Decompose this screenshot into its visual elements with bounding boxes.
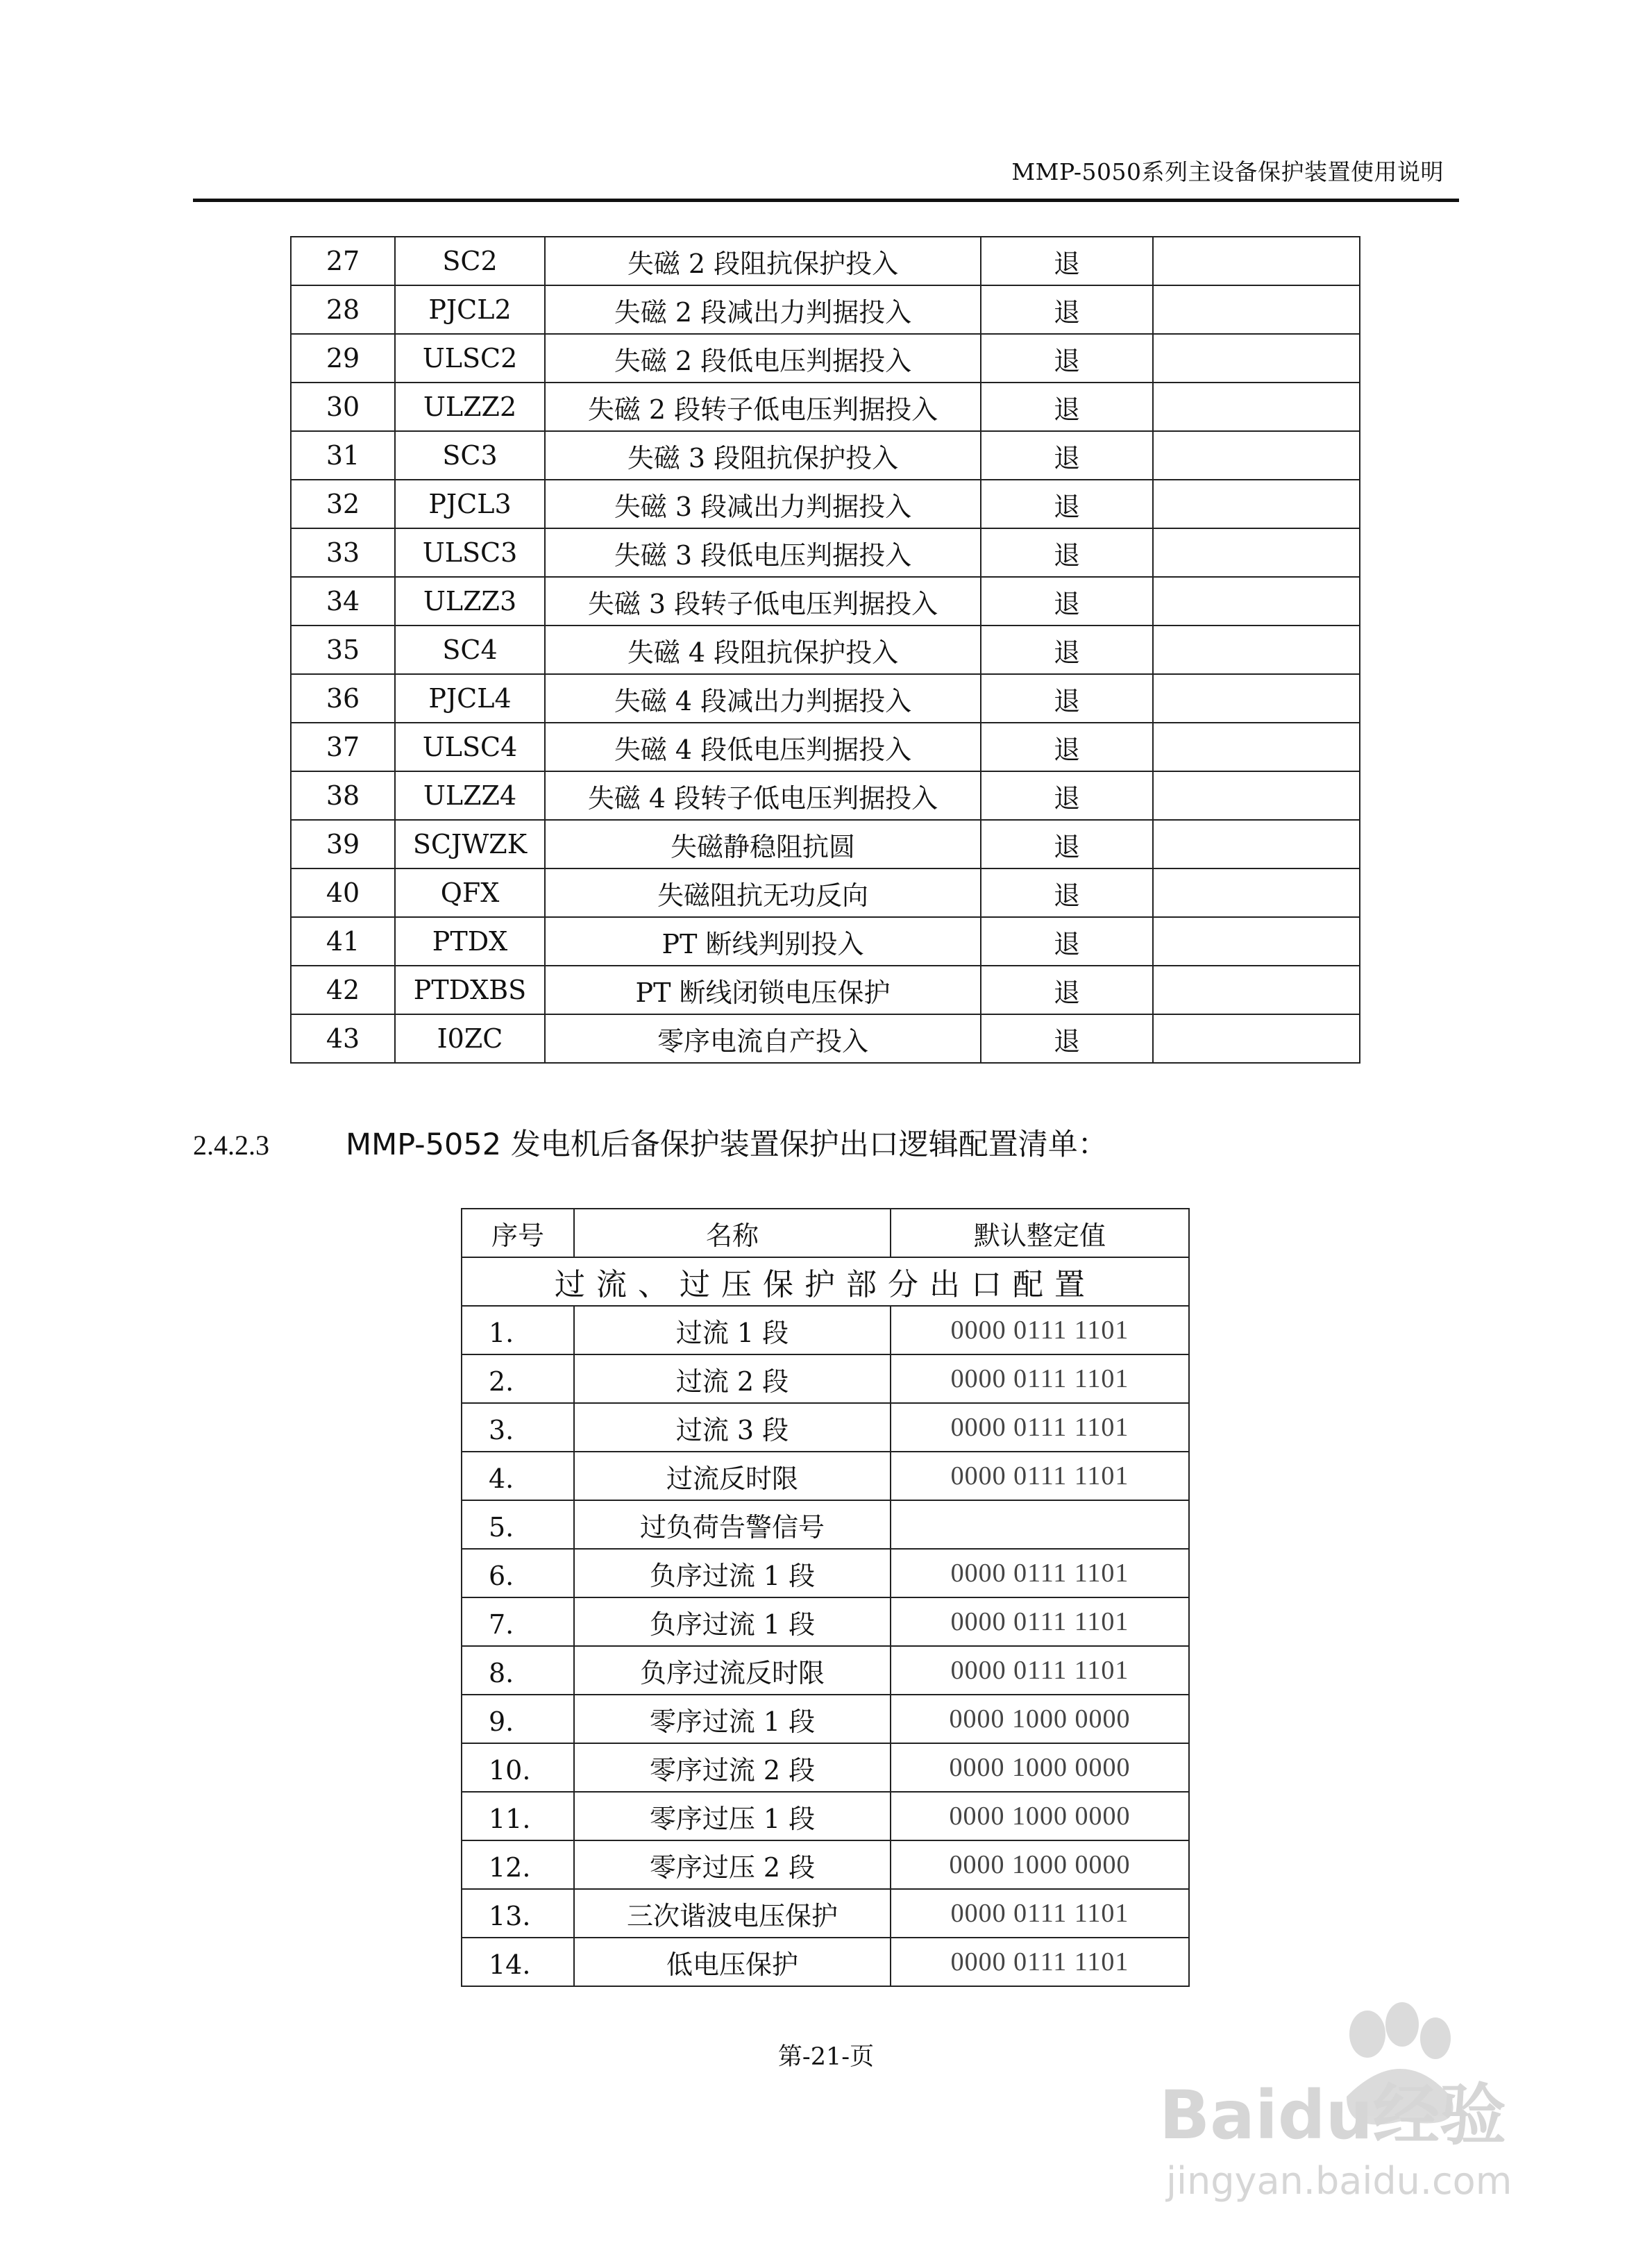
cell-seq: 13. [462,1889,574,1938]
section-heading [193,1121,1108,1164]
cell-no: 29 [291,334,395,383]
cell-name: 失磁 4 段低电压判据投入 [545,723,981,771]
cell-seq: 6. [462,1549,574,1597]
table-row [291,285,1360,334]
cell-default: 退 [981,966,1153,1014]
cell-default: 退 [981,431,1153,480]
cell-no: 36 [291,674,395,723]
cell-no: 38 [291,771,395,820]
table-row [462,1743,1189,1792]
cell-note [1153,334,1360,383]
cell-code: ULZZ3 [395,577,545,626]
cell-note [1153,285,1360,334]
table-row [291,723,1360,771]
table-row [462,1403,1189,1452]
cell-note [1153,577,1360,626]
cell-code: PTDX [395,917,545,966]
cell-value [891,1500,1189,1549]
group-title: 过流、过压保护部分出口配置 [462,1257,1189,1306]
cell-name: 失磁 2 段低电压判据投入 [545,334,981,383]
cell-seq: 14. [462,1938,574,1986]
cell-seq: 5. [462,1500,574,1549]
table-row [462,1840,1189,1889]
cell-no: 27 [291,237,395,285]
cell-seq: 8. [462,1646,574,1695]
cell-name: PT 断线闭锁电压保护 [545,966,981,1014]
cell-default: 退 [981,820,1153,868]
cell-code: SC3 [395,431,545,480]
table-row [462,1354,1189,1403]
cell-seq: 11. [462,1792,574,1840]
cell-value: 0000 0111 1101 [891,1597,1189,1646]
page-number: 第-21-页 [777,2043,875,2071]
cell-name: 零序过流 1 段 [574,1695,891,1743]
header-seq: 序号 [462,1209,574,1257]
cell-default: 退 [981,771,1153,820]
cell-code: ULSC3 [395,528,545,577]
cell-no: 34 [291,577,395,626]
cell-name: PT 断线判别投入 [545,917,981,966]
cell-no: 30 [291,383,395,431]
header-name: 名称 [574,1209,891,1257]
table-row [462,1646,1189,1695]
table-row [462,1792,1189,1840]
cell-name: 失磁 3 段减出力判据投入 [545,480,981,528]
cell-value: 0000 1000 0000 [891,1743,1189,1792]
cell-default: 退 [981,1014,1153,1063]
cell-code: I0ZC [395,1014,545,1063]
cell-note [1153,431,1360,480]
cell-no: 39 [291,820,395,868]
table-row [462,1597,1189,1646]
cell-code: PTDXBS [395,966,545,1014]
cell-code: ULSC2 [395,334,545,383]
cell-default: 退 [981,868,1153,917]
watermark-url: jingyan.baidu.com [1166,2159,1512,2203]
group-title-row [462,1257,1189,1306]
cell-name: 过流 3 段 [574,1403,891,1452]
cell-code: PJCL3 [395,480,545,528]
table-row [291,237,1360,285]
document-header-title: MMP-5050系列主设备保护装置使用说明 [1011,158,1444,185]
cell-code: ULZZ2 [395,383,545,431]
cell-code: PJCL4 [395,674,545,723]
table-row [462,1889,1189,1938]
cell-default: 退 [981,723,1153,771]
cell-value: 0000 0111 1101 [891,1306,1189,1354]
cell-name: 负序过流 1 段 [574,1549,891,1597]
cell-seq: 12. [462,1840,574,1889]
cell-no: 40 [291,868,395,917]
cell-name: 失磁静稳阻抗圆 [545,820,981,868]
cell-default: 退 [981,674,1153,723]
cell-note [1153,820,1360,868]
cell-default: 退 [981,917,1153,966]
table-row [291,966,1360,1014]
cell-name: 过流 2 段 [574,1354,891,1403]
table-row [291,528,1360,577]
table-row [291,626,1360,674]
cell-name: 失磁 4 段转子低电压判据投入 [545,771,981,820]
cell-name: 过流 1 段 [574,1306,891,1354]
table-row [462,1549,1189,1597]
table-row [291,868,1360,917]
cell-no: 28 [291,285,395,334]
output-logic-config-table [461,1208,1190,1987]
cell-seq: 10. [462,1743,574,1792]
table-row [291,480,1360,528]
cell-value: 0000 0111 1101 [891,1646,1189,1695]
cell-note [1153,626,1360,674]
cell-note [1153,528,1360,577]
cell-note [1153,868,1360,917]
cell-value: 0000 1000 0000 [891,1840,1189,1889]
cell-seq: 3. [462,1403,574,1452]
cell-no: 31 [291,431,395,480]
cell-name: 失磁 2 段转子低电压判据投入 [545,383,981,431]
header-rule [193,199,1459,202]
cell-name: 失磁阻抗无功反向 [545,868,981,917]
cell-seq: 1. [462,1306,574,1354]
cell-name: 零序过压 1 段 [574,1792,891,1840]
cell-note [1153,723,1360,771]
section-title: MMP-5052 发电机后备保护装置保护出口逻辑配置清单： [346,1127,1108,1162]
cell-default: 退 [981,528,1153,577]
cell-no: 32 [291,480,395,528]
cell-no: 33 [291,528,395,577]
cell-name: 负序过流反时限 [574,1646,891,1695]
cell-name: 零序过流 2 段 [574,1743,891,1792]
table-row [291,383,1360,431]
cell-note [1153,966,1360,1014]
table-row [291,1014,1360,1063]
table-row [291,334,1360,383]
cell-default: 退 [981,237,1153,285]
cell-code: SC2 [395,237,545,285]
cell-note [1153,917,1360,966]
table-row [462,1452,1189,1500]
cell-code: PJCL2 [395,285,545,334]
cell-default: 退 [981,334,1153,383]
cell-note [1153,674,1360,723]
cell-value: 0000 0111 1101 [891,1403,1189,1452]
table-header-row [462,1209,1189,1257]
cell-no: 41 [291,917,395,966]
cell-default: 退 [981,383,1153,431]
cell-no: 35 [291,626,395,674]
cell-code: ULSC4 [395,723,545,771]
header-default-value: 默认整定值 [891,1209,1189,1257]
cell-name: 过流反时限 [574,1452,891,1500]
cell-no: 43 [291,1014,395,1063]
cell-name: 低电压保护 [574,1938,891,1986]
table-row [291,771,1360,820]
cell-name: 零序过压 2 段 [574,1840,891,1889]
cell-name: 失磁 2 段阻抗保护投入 [545,237,981,285]
table-row [291,917,1360,966]
cell-note [1153,383,1360,431]
cell-code: SC4 [395,626,545,674]
cell-value: 0000 0111 1101 [891,1549,1189,1597]
cell-value: 0000 0111 1101 [891,1452,1189,1500]
cell-note [1153,771,1360,820]
cell-value: 0000 1000 0000 [891,1695,1189,1743]
baidu-jingyan-watermark [1138,1999,1555,2208]
cell-note [1153,480,1360,528]
cell-value: 0000 0111 1101 [891,1938,1189,1986]
table-row [462,1306,1189,1354]
cell-name: 失磁 3 段转子低电压判据投入 [545,577,981,626]
section-number: 2.4.2.3 [193,1130,269,1161]
cell-value: 0000 1000 0000 [891,1792,1189,1840]
cell-default: 退 [981,577,1153,626]
table-row [462,1938,1189,1986]
cell-value: 0000 0111 1101 [891,1889,1189,1938]
cell-no: 42 [291,966,395,1014]
cell-code: ULZZ4 [395,771,545,820]
watermark-brand: Baidu经验 [1159,2076,1506,2154]
cell-code: SCJWZK [395,820,545,868]
cell-seq: 4. [462,1452,574,1500]
cell-name: 失磁 3 段低电压判据投入 [545,528,981,577]
cell-default: 退 [981,626,1153,674]
cell-default: 退 [981,285,1153,334]
cell-value: 0000 0111 1101 [891,1354,1189,1403]
cell-note [1153,237,1360,285]
table-row [462,1500,1189,1549]
cell-name: 三次谐波电压保护 [574,1889,891,1938]
cell-name: 零序电流自产投入 [545,1014,981,1063]
cell-seq: 2. [462,1354,574,1403]
cell-no: 37 [291,723,395,771]
table-row [291,431,1360,480]
cell-name: 过负荷告警信号 [574,1500,891,1549]
table-row [291,577,1360,626]
cell-note [1153,1014,1360,1063]
cell-seq: 9. [462,1695,574,1743]
cell-seq: 7. [462,1597,574,1646]
cell-name: 失磁 4 段减出力判据投入 [545,674,981,723]
cell-name: 失磁 3 段阻抗保护投入 [545,431,981,480]
cell-name: 失磁 4 段阻抗保护投入 [545,626,981,674]
settings-table-continued [290,236,1360,1064]
table-row [291,674,1360,723]
cell-name: 负序过流 1 段 [574,1597,891,1646]
cell-name: 失磁 2 段减出力判据投入 [545,285,981,334]
table-row [291,820,1360,868]
table-row [462,1695,1189,1743]
cell-default: 退 [981,480,1153,528]
cell-code: QFX [395,868,545,917]
